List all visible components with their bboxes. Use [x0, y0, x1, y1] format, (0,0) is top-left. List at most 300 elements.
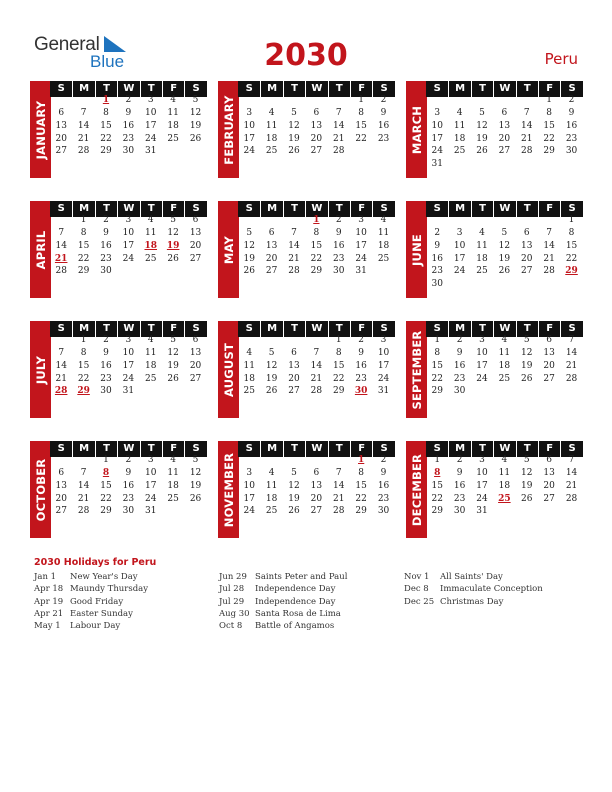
calendar-year-title: 2030: [264, 38, 348, 73]
day-cell: 13: [310, 480, 323, 491]
day-cell: 2: [103, 334, 109, 345]
day-cell: 28: [543, 266, 555, 277]
day-cell: 8: [358, 107, 365, 118]
day-cell: 26: [167, 253, 179, 264]
month-grid: [426, 321, 583, 398]
day-cell: 5: [291, 467, 297, 478]
holiday-date: Aug 30: [219, 608, 250, 619]
weekday-header: S: [50, 441, 72, 457]
holiday-day-cell: 30: [354, 386, 368, 397]
weekday-header: T: [471, 81, 493, 97]
empty-day-cell: [238, 94, 260, 107]
weekday-header: M: [448, 321, 470, 337]
day-cell: 4: [170, 454, 177, 465]
empty-day-cell: [426, 214, 448, 227]
day-cell: 1: [568, 214, 575, 225]
day-cell: 15: [310, 240, 323, 251]
day-cell: 4: [501, 334, 508, 345]
empty-day-cell: [471, 94, 493, 107]
day-cell: 22: [431, 373, 443, 384]
day-cell: 17: [431, 133, 443, 144]
month-name: DECEMBER: [409, 453, 424, 526]
day-cell: 9: [125, 107, 132, 118]
day-cell: 17: [243, 133, 255, 144]
day-cell: 21: [543, 253, 555, 264]
day-cell: 13: [265, 240, 278, 251]
day-cell: 22: [355, 493, 367, 504]
empty-day-cell: [448, 94, 470, 107]
day-cell: 23: [333, 253, 345, 264]
holiday-item: [34, 620, 148, 632]
day-cell: 28: [333, 146, 345, 157]
day-cell: 13: [543, 467, 555, 478]
day-cell: 30: [100, 266, 112, 277]
day-cell: 3: [246, 467, 253, 478]
day-cell: 16: [377, 480, 390, 491]
weekday-header: S: [238, 441, 260, 457]
holiday-date: Jul 28: [219, 584, 245, 595]
day-cell: 30: [453, 386, 466, 397]
logo-text-blue: Blue: [90, 52, 125, 71]
month-grid: [426, 201, 583, 291]
day-cell: 7: [335, 467, 342, 478]
day-cell: 9: [456, 347, 463, 358]
day-cell: 7: [546, 227, 553, 238]
country-label: Peru: [544, 50, 578, 68]
day-cell: 25: [453, 146, 466, 157]
weekday-header: M: [260, 81, 282, 97]
day-cell: 28: [55, 266, 67, 277]
day-cell: 6: [268, 227, 275, 238]
holiday-day-cell: 8: [434, 467, 441, 478]
day-cell: 8: [335, 347, 342, 358]
day-cell: 11: [167, 107, 179, 118]
holiday-date: Apr 18: [34, 584, 64, 595]
day-cell: 24: [145, 133, 157, 144]
day-cell: 10: [243, 480, 255, 491]
month-label: [218, 321, 239, 418]
day-cell: 8: [80, 227, 87, 238]
empty-day-cell: [516, 214, 538, 227]
day-cell: 9: [380, 467, 387, 478]
day-cell: 18: [265, 493, 278, 504]
day-cell: 26: [521, 493, 533, 504]
day-cell: 23: [565, 133, 578, 144]
day-cell: 20: [55, 133, 67, 144]
day-cell: 25: [476, 266, 488, 277]
day-cell: 6: [546, 334, 553, 345]
weekday-header: T: [140, 81, 162, 97]
empty-day-cell: [426, 94, 448, 107]
empty-day-cell: [328, 454, 350, 467]
holiday-name: Maundy Thursday: [70, 584, 149, 595]
day-cell: 15: [355, 120, 367, 131]
day-cell: 27: [189, 253, 202, 264]
month-july: [30, 321, 207, 418]
weekday-header: T: [95, 441, 117, 457]
holiday-date: Jan 1: [34, 572, 57, 582]
weekday-header: S: [426, 201, 448, 217]
weekday-header: W: [493, 441, 515, 457]
day-cell: 5: [170, 334, 177, 345]
weekday-header: T: [283, 81, 305, 97]
day-cell: 28: [288, 266, 300, 277]
day-cell: 19: [265, 373, 278, 384]
day-cell: 11: [476, 240, 488, 251]
weekday-header: S: [372, 201, 394, 217]
day-cell: 11: [243, 360, 255, 371]
day-cell: 15: [543, 120, 555, 131]
empty-day-cell: [50, 334, 72, 347]
day-cell: 16: [122, 480, 135, 491]
month-november: [218, 441, 395, 538]
day-cell: 9: [456, 467, 463, 478]
day-cell: 25: [145, 373, 157, 384]
day-cell: 20: [189, 360, 202, 371]
weekday-header: S: [50, 81, 72, 97]
day-cell: 2: [103, 214, 109, 225]
weekday-header: S: [184, 201, 206, 217]
holiday-date: Apr 19: [34, 596, 64, 607]
day-cell: 17: [243, 493, 255, 504]
day-cell: 18: [145, 360, 157, 371]
day-cell: 9: [380, 107, 387, 118]
day-cell: 16: [355, 360, 367, 371]
day-cell: 9: [434, 240, 441, 251]
day-cell: 15: [431, 480, 443, 491]
holiday-name: Christmas Day: [440, 596, 504, 607]
holiday-date: Dec 25: [404, 596, 435, 607]
day-cell: 7: [58, 347, 65, 358]
day-cell: 27: [189, 373, 202, 384]
month-grid: [50, 81, 207, 158]
day-cell: 3: [246, 107, 253, 118]
day-cell: 30: [565, 146, 578, 157]
empty-day-cell: [260, 334, 282, 347]
day-cell: 22: [333, 373, 345, 384]
holiday-day-cell: 25: [498, 493, 511, 504]
day-cell: 12: [476, 120, 488, 131]
day-cell: 30: [453, 506, 466, 517]
day-cell: 19: [189, 120, 202, 131]
day-cell: 6: [501, 107, 508, 118]
day-cell: 1: [335, 334, 342, 345]
month-name: JANUARY: [33, 100, 48, 159]
day-cell: 27: [55, 146, 67, 157]
day-cell: 29: [100, 506, 112, 517]
weekday-header: T: [328, 201, 350, 217]
weekday-header: M: [72, 81, 94, 97]
weekday-header: S: [560, 441, 582, 457]
day-cell: 9: [335, 227, 342, 238]
holiday-day-cell: 1: [358, 454, 365, 465]
day-cell: 22: [100, 493, 112, 504]
day-cell: 21: [55, 373, 67, 384]
day-cell: 7: [568, 334, 575, 345]
day-cell: 25: [243, 386, 255, 397]
day-cell: 31: [145, 506, 157, 517]
weekday-header: F: [350, 201, 372, 217]
weekday-header: T: [95, 321, 117, 337]
day-cell: 20: [310, 133, 323, 144]
day-cell: 11: [453, 120, 466, 131]
day-cell: 5: [501, 227, 508, 238]
empty-day-cell: [328, 94, 350, 107]
month-grid: [238, 441, 395, 518]
day-cell: 23: [355, 373, 367, 384]
day-cell: 24: [431, 146, 443, 157]
day-cell: 8: [546, 107, 553, 118]
day-cell: 13: [521, 240, 533, 251]
weekday-header: W: [305, 201, 327, 217]
weekday-header: W: [305, 81, 327, 97]
day-cell: 11: [145, 227, 157, 238]
empty-day-cell: [305, 94, 327, 107]
day-cell: 18: [453, 133, 466, 144]
month-name: AUGUST: [221, 342, 236, 397]
empty-day-cell: [238, 334, 260, 347]
weekday-header: W: [493, 201, 515, 217]
day-cell: 17: [355, 240, 367, 251]
day-cell: 21: [288, 253, 300, 264]
month-name: NOVEMBER: [221, 452, 236, 527]
month-name: SEPTEMBER: [409, 330, 424, 409]
day-cell: 10: [476, 467, 488, 478]
day-cell: 23: [100, 373, 112, 384]
day-cell: 20: [288, 373, 300, 384]
empty-day-cell: [283, 214, 305, 227]
day-cell: 15: [100, 480, 112, 491]
weekday-header: T: [328, 321, 350, 337]
day-cell: 23: [100, 253, 112, 264]
month-name: APRIL: [33, 230, 48, 269]
day-cell: 26: [521, 373, 533, 384]
day-cell: 13: [189, 227, 202, 238]
day-cell: 29: [431, 386, 443, 397]
day-cell: 14: [77, 120, 90, 131]
weekday-header: T: [95, 201, 117, 217]
day-cell: 2: [125, 94, 132, 105]
day-cell: 16: [333, 240, 345, 251]
holiday-day-cell: 1: [102, 94, 110, 105]
day-cell: 23: [122, 133, 135, 144]
day-cell: 9: [568, 107, 575, 118]
weekday-header: F: [162, 441, 184, 457]
day-cell: 11: [498, 347, 511, 358]
empty-day-cell: [471, 214, 493, 227]
empty-day-cell: [72, 454, 94, 467]
day-cell: 13: [498, 120, 511, 131]
day-cell: 10: [243, 120, 255, 131]
logo-text-general: General: [34, 34, 100, 55]
weekday-header: F: [350, 321, 372, 337]
day-cell: 1: [546, 94, 553, 105]
weekday-header: F: [538, 81, 560, 97]
empty-day-cell: [260, 454, 282, 467]
day-cell: 18: [476, 253, 488, 264]
day-cell: 7: [523, 107, 530, 118]
day-cell: 17: [476, 360, 488, 371]
day-cell: 30: [431, 279, 443, 290]
day-cell: 11: [265, 120, 278, 131]
day-cell: 3: [479, 334, 485, 345]
day-cell: 17: [122, 360, 135, 371]
day-cell: 28: [310, 386, 323, 397]
weekday-header: M: [448, 201, 470, 217]
day-cell: 10: [122, 227, 135, 238]
weekday-header: M: [72, 321, 94, 337]
month-grid: [238, 81, 395, 158]
day-cell: 15: [565, 240, 578, 251]
day-cell: 4: [501, 454, 508, 465]
day-cell: 27: [310, 506, 323, 517]
day-cell: 3: [479, 454, 485, 465]
holiday-name: Independence Day: [255, 584, 336, 595]
month-june: [406, 201, 583, 298]
holiday-item: [34, 583, 148, 595]
empty-day-cell: [238, 454, 260, 467]
day-cell: 13: [310, 120, 323, 131]
day-cell: 2: [335, 214, 342, 225]
day-cell: 27: [265, 266, 278, 277]
day-cell: 28: [565, 373, 578, 384]
holiday-name: All Saints' Day: [440, 572, 503, 582]
day-cell: 21: [77, 133, 90, 144]
weekday-header: F: [538, 321, 560, 337]
empty-day-cell: [238, 214, 260, 227]
day-cell: 27: [288, 386, 300, 397]
month-label: [406, 81, 427, 178]
day-cell: 23: [377, 133, 390, 144]
day-cell: 12: [265, 360, 278, 371]
day-cell: 26: [167, 373, 179, 384]
day-cell: 19: [243, 253, 255, 264]
day-cell: 30: [122, 146, 135, 157]
day-cell: 25: [167, 493, 179, 504]
weekday-header: F: [538, 441, 560, 457]
day-cell: 6: [313, 107, 320, 118]
empty-day-cell: [50, 214, 72, 227]
day-cell: 22: [543, 133, 555, 144]
holiday-name: Independence Day: [255, 596, 336, 607]
weekday-header: T: [328, 441, 350, 457]
day-cell: 26: [476, 146, 488, 157]
day-cell: 7: [80, 467, 87, 478]
holiday-name: Good Friday: [70, 596, 124, 607]
day-cell: 4: [479, 227, 485, 238]
day-cell: 21: [521, 133, 533, 144]
day-cell: 23: [122, 493, 135, 504]
day-cell: 17: [377, 360, 390, 371]
day-cell: 22: [77, 373, 90, 384]
empty-day-cell: [283, 454, 305, 467]
day-cell: 29: [431, 506, 443, 517]
empty-day-cell: [538, 214, 560, 227]
day-cell: 10: [355, 227, 367, 238]
holiday-item: [404, 596, 543, 608]
day-cell: 19: [521, 360, 533, 371]
day-cell: 15: [77, 240, 90, 251]
holiday-name: Battle of Angamos: [255, 621, 335, 632]
day-cell: 15: [100, 120, 112, 131]
day-cell: 31: [377, 386, 390, 397]
day-cell: 16: [100, 360, 112, 371]
holiday-day-cell: 8: [102, 467, 110, 478]
day-cell: 27: [55, 506, 67, 517]
month-label: [30, 81, 51, 178]
day-cell: 20: [265, 253, 278, 264]
day-cell: 19: [498, 253, 511, 264]
day-cell: 18: [167, 120, 179, 131]
month-label: [218, 201, 239, 298]
day-cell: 2: [358, 334, 365, 345]
day-cell: 21: [77, 493, 90, 504]
day-cell: 13: [55, 120, 67, 131]
day-cell: 19: [288, 133, 300, 144]
day-cell: 5: [479, 107, 485, 118]
day-cell: 16: [453, 360, 466, 371]
weekday-header: M: [72, 441, 94, 457]
day-cell: 24: [453, 266, 466, 277]
day-cell: 6: [192, 214, 199, 225]
day-cell: 7: [568, 454, 575, 465]
weekday-header: S: [426, 441, 448, 457]
day-cell: 4: [456, 107, 463, 118]
holiday-date: Apr 21: [34, 608, 64, 619]
weekday-header: T: [516, 201, 538, 217]
holiday-date: Jun 29: [219, 572, 247, 582]
day-cell: 6: [192, 334, 199, 345]
day-cell: 8: [103, 107, 109, 118]
day-cell: 19: [167, 360, 179, 371]
weekday-header: W: [117, 201, 139, 217]
empty-day-cell: [493, 214, 515, 227]
day-cell: 16: [122, 120, 135, 131]
holiday-name: Saints Peter and Paul: [255, 572, 348, 582]
day-cell: 16: [100, 240, 112, 251]
day-cell: 1: [103, 454, 109, 465]
day-cell: 11: [377, 227, 390, 238]
day-cell: 13: [288, 360, 300, 371]
day-cell: 22: [100, 133, 112, 144]
empty-day-cell: [516, 94, 538, 107]
day-cell: 17: [122, 240, 135, 251]
day-cell: 24: [476, 373, 488, 384]
day-cell: 24: [377, 373, 390, 384]
day-cell: 24: [355, 253, 367, 264]
day-cell: 19: [288, 493, 300, 504]
weekday-header: T: [140, 441, 162, 457]
holiday-day-cell: 29: [77, 386, 90, 397]
weekday-header: T: [516, 81, 538, 97]
day-cell: 10: [145, 107, 157, 118]
day-cell: 11: [145, 347, 157, 358]
day-cell: 24: [145, 493, 157, 504]
day-cell: 5: [268, 347, 275, 358]
month-label: [30, 201, 51, 298]
day-cell: 21: [565, 360, 578, 371]
day-cell: 27: [521, 266, 533, 277]
month-grid: [426, 441, 583, 518]
day-cell: 8: [568, 227, 575, 238]
day-cell: 14: [333, 120, 345, 131]
weekday-header: S: [426, 81, 448, 97]
month-name: OCTOBER: [33, 458, 48, 521]
month-label: [218, 441, 239, 538]
day-cell: 20: [543, 480, 555, 491]
day-cell: 29: [355, 506, 367, 517]
day-cell: 24: [243, 506, 255, 517]
